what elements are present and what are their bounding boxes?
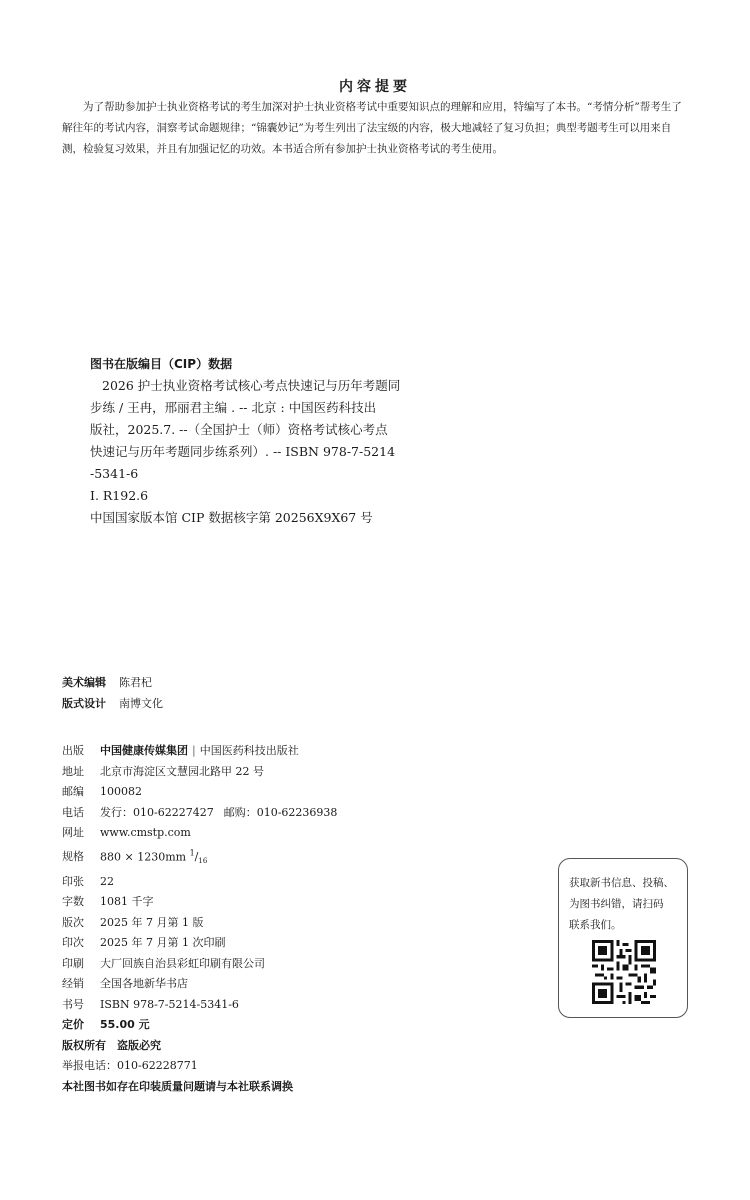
website-value: www.cmstp.com (100, 826, 191, 839)
edition-value: 2025 年 7 月第 1 版 (100, 915, 204, 929)
quality-notice: 本社图书如存在印装质量问题请与本社联系调换 (62, 1079, 293, 1093)
cip-line-5: -5341-6 (90, 466, 139, 481)
words-value: 1081 千字 (100, 895, 154, 909)
cip-line-3: 版社，2025.7. --（全国护士（师）资格考试核心考点 (90, 422, 388, 437)
cip-line-2: 步练 / 王冉，邢丽君主编 . -- 北京 : 中国医药科技出 (90, 400, 377, 415)
edition-label: 版次 (62, 915, 84, 929)
publisher-group: 中国健康传媒集团 (100, 744, 188, 757)
qr-caption-line-2: 为图书纠错，请扫码 (569, 898, 664, 910)
format-fraction: $^1/_{16}$ (189, 848, 208, 866)
art-editor-label: 美术编辑 (62, 676, 106, 689)
address-value: 北京市海淀区文慧园北路甲 22 号 (100, 764, 264, 778)
printer-label: 印刷 (62, 956, 84, 970)
words-label: 字数 (62, 895, 84, 909)
phone-distribution: 发行：010-62227427 (100, 805, 214, 819)
address-label: 地址 (62, 764, 84, 778)
isbn-value: ISBN 978-7-5214-5341-6 (100, 997, 239, 1011)
sheets-value: 22 (100, 874, 114, 888)
distributor-label: 经销 (62, 977, 84, 991)
qr-caption-line-1: 获取新书信息、投稿、 (569, 877, 674, 889)
sheets-label: 印张 (62, 874, 84, 888)
report-phone: 举报电话：010-62228771 (62, 1059, 198, 1073)
cip-line-4: 快速记与历年考题同步练系列）. -- ISBN 978-7-5214 (90, 444, 396, 459)
printer-value: 大厂回族自治县彩虹印刷有限公司 (100, 956, 265, 970)
layout-design-label: 版式设计 (62, 697, 106, 710)
format-label: 规格 (62, 850, 84, 864)
summary-title: 内容提要 (339, 79, 411, 95)
qr-caption (569, 873, 684, 936)
publisher-name: 中国医药科技出版社 (199, 744, 299, 757)
cip-line-1: 2026 护士执业资格考试核心考点快速记与历年考题同 (102, 378, 401, 393)
editors-block (62, 672, 163, 714)
publisher-label: 出版 (62, 744, 84, 757)
website-label: 网址 (62, 826, 84, 839)
isbn-label: 书号 (62, 997, 84, 1011)
summary-body: 为了帮助参加护士执业资格考试的考生加深对护士执业资格考试中重要知识点的理解和应用，特编写了本书。“考情分析”帮考生了解往年的考试内容，洞察考试命题规律；“锦囊妙记”为考生列出了法宝级的内容，极大地减轻了复习负担；典型考题考生可以用来自测，检验复习效果，并且有加强记忆的功效。本书适合所有参加护士执业资格考试的考生使用。 (62, 101, 682, 155)
cip-class-number: Ⅰ. R192.6 (90, 488, 149, 503)
publisher-separator: | (192, 744, 196, 757)
art-editor-value: 陈君杞 (119, 676, 152, 689)
publication-info (62, 741, 337, 1097)
phone-label: 电话 (62, 805, 84, 819)
price-value: 55.00 元 (100, 1018, 150, 1032)
cip-record-number: 中国国家版本馆 CIP 数据核字第 20256X9X67 号 (90, 510, 373, 525)
price-label: 定价 (62, 1018, 84, 1032)
layout-design-value: 南博文化 (119, 697, 163, 710)
phone-purchase: 邮购：010-62236938 (223, 805, 338, 819)
format-value: 880 × 1230mm (100, 850, 187, 864)
postcode-value: 100082 (100, 785, 142, 798)
printing-value: 2025 年 7 月第 1 次印刷 (100, 936, 226, 950)
cip-heading: 图书在版编目（CIP）数据 (90, 357, 233, 371)
qr-caption-line-3: 联系我们。 (569, 919, 622, 931)
printing-label: 印次 (62, 936, 84, 950)
postcode-label: 邮编 (62, 785, 84, 798)
cip-block (90, 353, 400, 529)
copyright-notice: 版权所有 盗版必究 (62, 1038, 161, 1052)
distributor-value: 全国各地新华书店 (100, 977, 188, 991)
qr-code-icon[interactable] (592, 940, 656, 1004)
